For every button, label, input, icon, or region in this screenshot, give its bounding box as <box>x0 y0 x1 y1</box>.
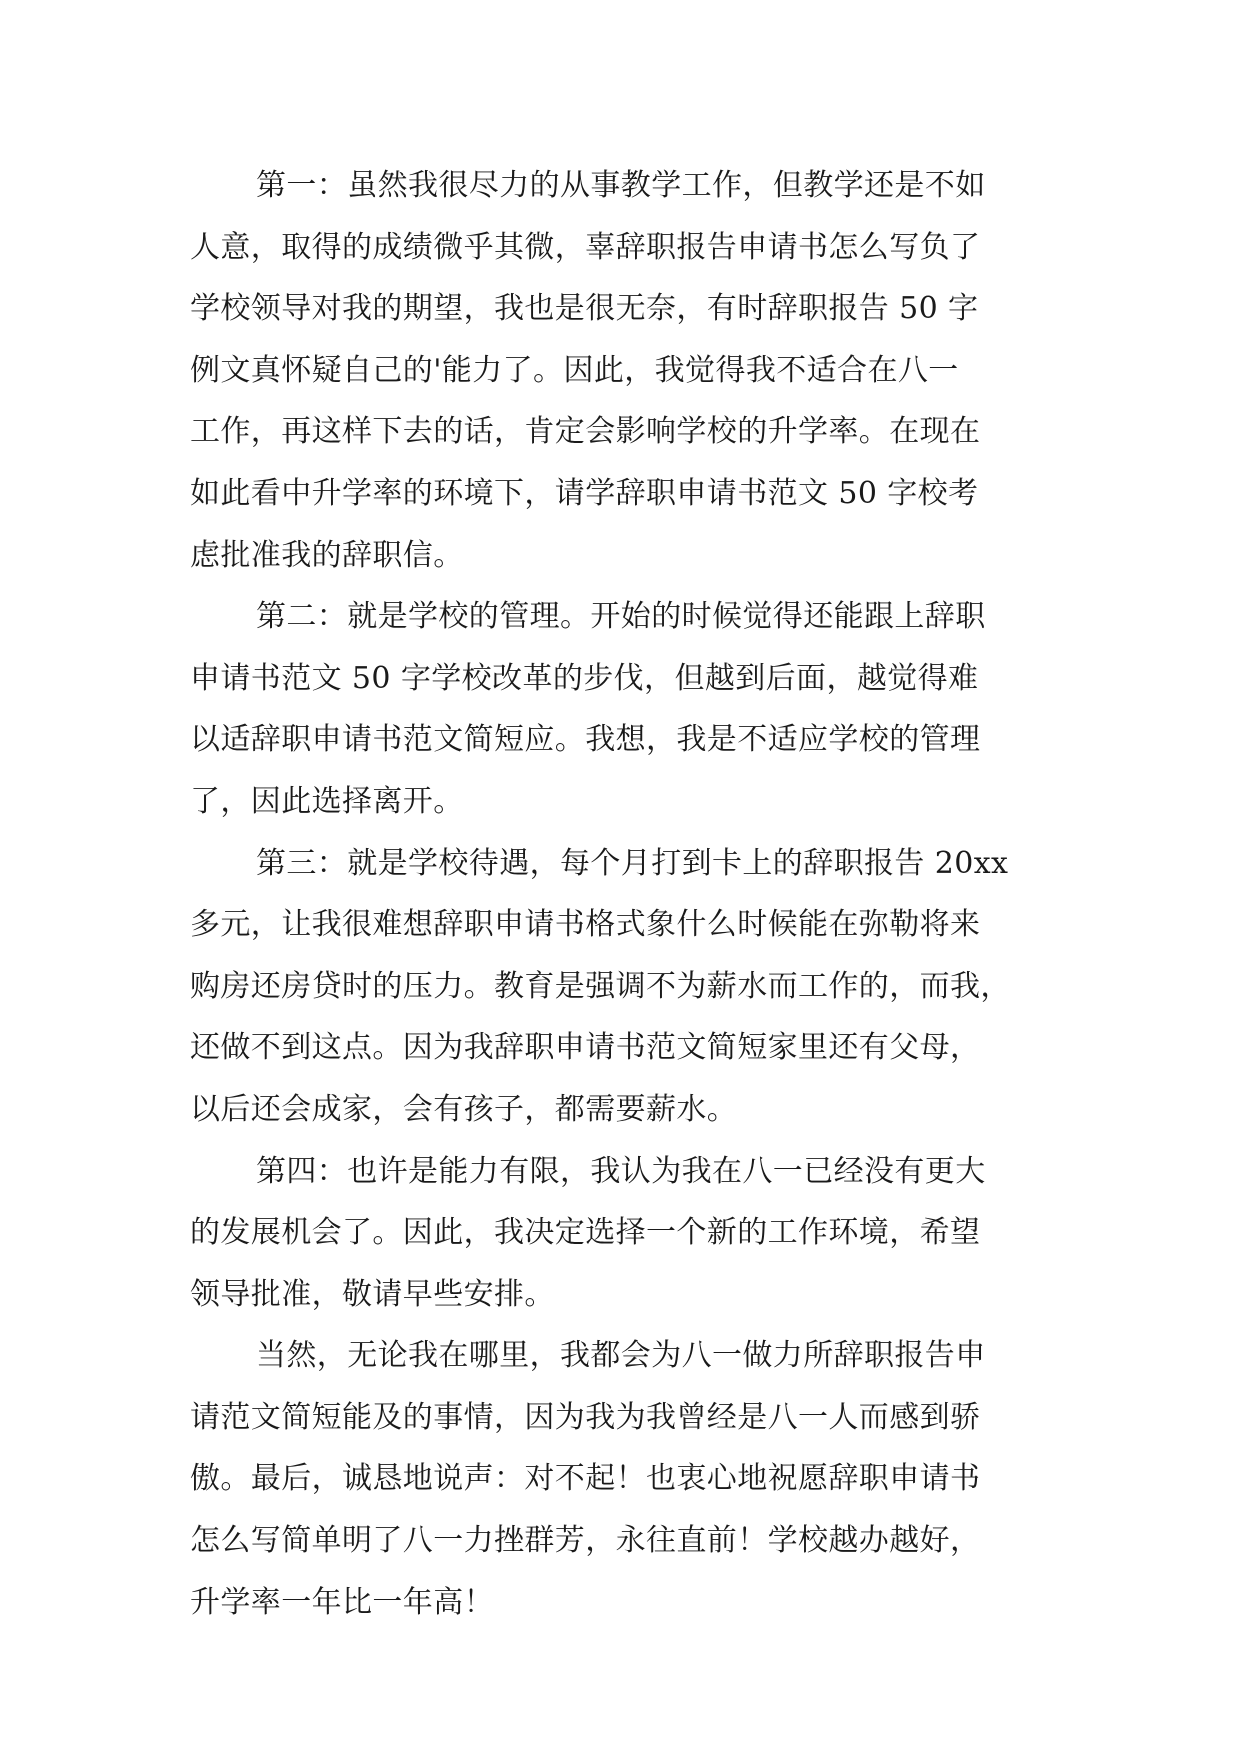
paragraph-line: 申请书范文 50 字学校改革的步伐，但越到后面，越觉得难 <box>190 660 979 696</box>
paragraph-line: 多元，让我很难想辞职申请书格式象什么时候能在弥勒将来 <box>190 907 981 943</box>
paragraph-line: 升学率一年比一年高！ <box>190 1584 494 1620</box>
document-body <box>190 155 1060 1633</box>
paragraph-line: 工作，再这样下去的话，肯定会影响学校的升学率。在现在 <box>190 414 981 450</box>
paragraph-line: 了，因此选择离开。 <box>190 783 464 819</box>
paragraph-line: 人意，取得的成绩微乎其微，辜辞职报告申请书怎么写负了 <box>190 229 981 265</box>
paragraph-first-line: 第四：也许是能力有限，我认为我在八一已经没有更大 <box>256 1153 986 1189</box>
paragraph-line: 领导批准，敬请早些安排。 <box>190 1276 555 1312</box>
paragraph-line: 请范文简短能及的事情，因为我为我曾经是八一人而感到骄 <box>190 1399 981 1435</box>
paragraph-line: 以适辞职申请书范文简短应。我想，我是不适应学校的管理 <box>190 722 981 758</box>
paragraph-line: 学校领导对我的期望，我也是很无奈，有时辞职报告 50 字 <box>190 291 979 327</box>
paragraph-first-line: 第一：虽然我很尽力的从事教学工作，但教学还是不如 <box>256 168 986 203</box>
paragraph-line: 购房还房贷时的压力。教育是强调不为薪水而工作的，而我， <box>190 968 1011 1004</box>
paragraph-line: 的发展机会了。因此，我决定选择一个新的工作环境，希望 <box>190 1215 981 1251</box>
paragraph-line: 以后还会成家，会有孩子，都需要薪水。 <box>190 1091 738 1127</box>
paragraph-line: 如此看中升学率的环境下，请学辞职申请书范文 50 字校考 <box>190 475 979 511</box>
paragraph-line: 还做不到这点。因为我辞职申请书范文简短家里还有父母， <box>190 1030 981 1066</box>
paragraph-first-line: 第三：就是学校待遇，每个月打到卡上的辞职报告 20xx <box>256 845 1009 881</box>
paragraph-first-line: 当然，无论我在哪里，我都会为八一做力所辞职报告申 <box>256 1338 986 1374</box>
paragraph-line: 虑批准我的辞职信。 <box>190 537 464 573</box>
paragraph-line: 怎么写简单明了八一力挫群芳，永往直前！学校越办越好， <box>190 1523 981 1559</box>
paragraph-line: 例文真怀疑自己的'能力了。因此，我觉得我不适合在八一 <box>190 352 959 388</box>
paragraph-line: 傲。最后，诚恳地说声：对不起！也衷心地祝愿辞职申请书 <box>190 1461 981 1497</box>
paragraph-first-line: 第二：就是学校的管理。开始的时候觉得还能跟上辞职 <box>256 599 986 635</box>
